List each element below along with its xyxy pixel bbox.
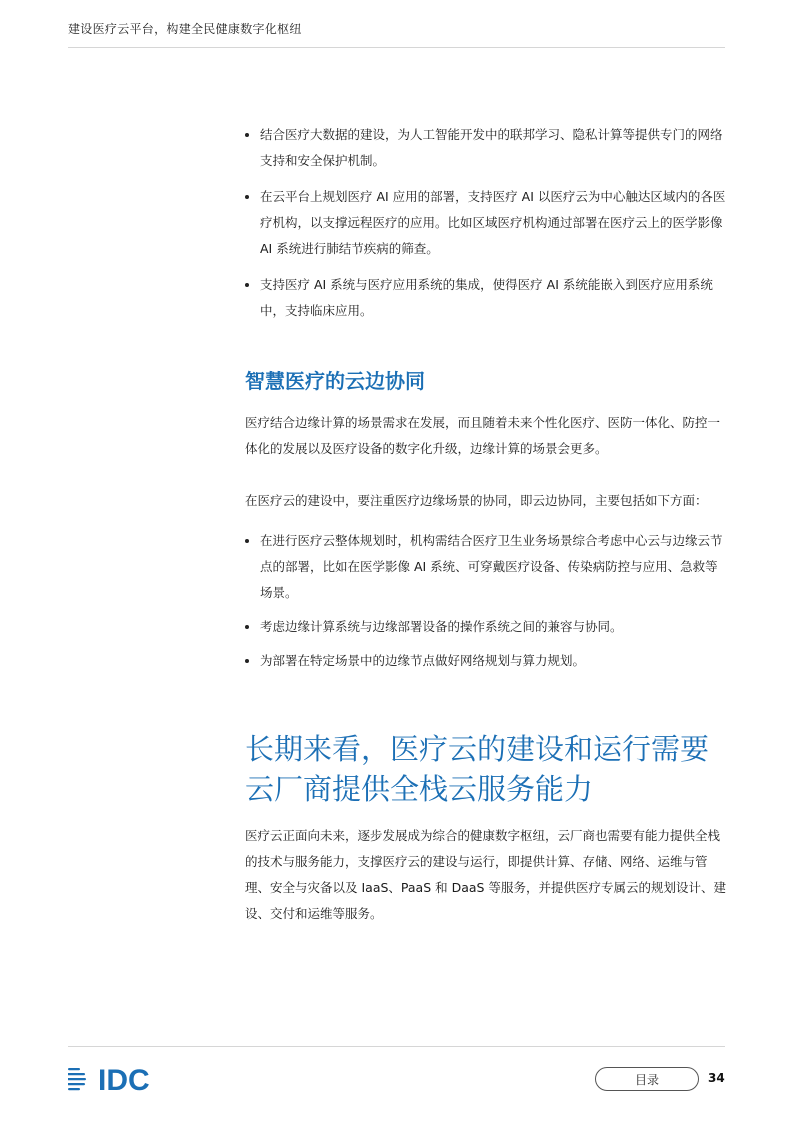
bullet-list — [245, 528, 727, 674]
list-item: 为部署在特定场景中的边缘节点做好网络规划与算力规划。 — [245, 648, 727, 674]
section-heading: 智慧医疗的云边协同 — [245, 369, 425, 393]
list-item: 在进行医疗云整体规划时，机构需结合医疗卫生业务场景综合考虑中心云与边缘云节点的部署，比如在医学影像 AI 系统、可穿戴医疗设备、传染病防控与应用、急救等场景。 — [245, 528, 727, 606]
paragraph: 在医疗云的建设中，要注重医疗边缘场景的协同，即云边协同，主要包括如下方面： — [245, 493, 708, 508]
page-number: 34 — [708, 1071, 725, 1085]
section-full-stack-body — [245, 823, 727, 927]
section-full-stack — [245, 729, 727, 809]
section-cloud-edge — [245, 367, 727, 395]
section-ai-bullets — [245, 122, 727, 324]
idc-logo — [68, 1062, 168, 1094]
logo-text: IDC — [98, 1064, 150, 1094]
list-item: 结合医疗大数据的建设，为人工智能开发中的联邦学习、隐私计算等提供专门的网络支持和安全保护机制。 — [245, 122, 727, 174]
header-divider — [68, 47, 725, 48]
toc-button-label: 目录 — [634, 1072, 659, 1087]
footer-divider — [68, 1046, 725, 1047]
list-item: 支持医疗 AI 系统与医疗应用系统的集成，使得医疗 AI 系统能嵌入到医疗应用系统中，支持临床应用。 — [245, 272, 727, 324]
section-cloud-edge-intro — [245, 488, 727, 514]
major-heading: 长期来看，医疗云的建设和运行需要云厂商提供全栈云服务能力 — [245, 732, 710, 806]
section-cloud-edge-bullets — [245, 528, 727, 674]
paragraph: 医疗云正面向未来，逐步发展成为综合的健康数字枢纽，云厂商也需要有能力提供全栈的技术与服务能力，支撑医疗云的建设与运行，即提供计算、存储、网络、运维与管理、安全与灾备以及 IaaS、PaaS 和 DaaS 等服务，并提供医疗专属云的规划设计、建设、交付和运维等服务。 — [245, 828, 726, 921]
table-of-contents-button[interactable] — [595, 1067, 699, 1091]
list-item: 考虑边缘计算系统与边缘部署设备的操作系统之间的兼容与协同。 — [245, 614, 727, 640]
list-item: 在云平台上规划医疗 AI 应用的部署，支持医疗 AI 以医疗云为中心触达区域内的各医疗机构，以支撑远程医疗的应用。比如区域医疗机构通过部署在医疗云上的医学影像 AI 系统进行肺结节疾病的筛查。 — [245, 184, 727, 262]
paragraph: 医疗结合边缘计算的场景需求在发展，而且随着未来个性化医疗、医防一体化、防控一体化的发展以及医疗设备的数字化升级，边缘计算的场景会更多。 — [245, 415, 721, 456]
running-header-title: 建设医疗云平台，构建全民健康数字化枢纽 — [68, 22, 302, 36]
section-cloud-edge-body — [245, 410, 727, 462]
idc-logo-icon — [68, 1062, 168, 1094]
bullet-list — [245, 122, 727, 324]
